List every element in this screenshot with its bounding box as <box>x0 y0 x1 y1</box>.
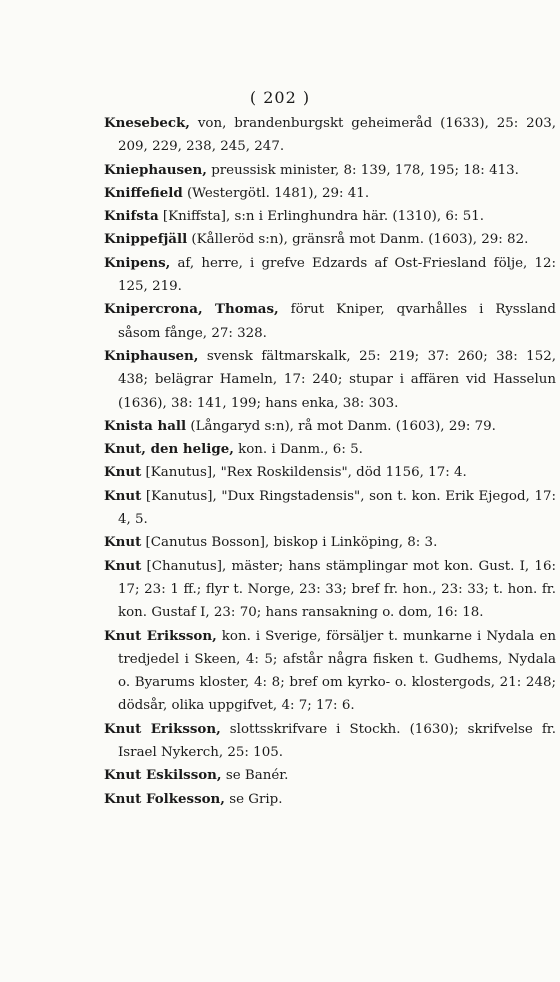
entry-text: [Kniffsta], s:n i Erlinghundra här. (1310), 6: 51. <box>158 209 485 225</box>
index-entry <box>104 415 556 438</box>
index-entry <box>104 485 556 532</box>
entry-headword: Knut Folkesson, <box>104 790 225 807</box>
entry-text: [Kanutus], "Dux Ringstadensis", son t. kon. Erik Ejegod, 17: 4, 5. <box>118 488 556 528</box>
entry-text: slottsskrifvare i Stockh. (1630); skrifvelse fr. Israel Nykerch, 25: 105. <box>118 721 556 761</box>
index-entry <box>104 625 556 718</box>
entry-text: af, herre, i grefve Edzards af Ost-Friesland följe, 12: 125, 219. <box>118 255 556 295</box>
entry-text: svensk fältmarskalk, 25: 219; 37: 260; 38: 152, 438; belägrar Hameln, 17: 240; stupar i affären vid Hasselun (1636), 38: 141, 199; hans enka, 38: 303. <box>118 348 556 411</box>
entry-headword: Knut Eskilsson, <box>104 767 222 784</box>
index-entry <box>104 159 556 182</box>
entry-headword: Knut <box>104 487 142 504</box>
index-entry <box>104 555 556 625</box>
entry-headword: Kniffefield <box>104 184 183 201</box>
index-entry <box>104 788 556 811</box>
entry-headword: Knut Eriksson, <box>104 627 217 644</box>
index-entry <box>104 228 556 251</box>
entry-text: von, brandenburgskt geheimeråd (1633), 25: 203, 209, 229, 238, 245, 247. <box>118 116 556 155</box>
index-entries <box>104 112 556 811</box>
index-entry <box>104 345 556 415</box>
entry-headword: Kniphausen, <box>104 347 199 364</box>
entry-text: förut Kniper, qvarhålles i Ryssland såsom fånge, 27: 328. <box>118 302 556 341</box>
entry-text: [Kanutus], "Rex Roskildensis", död 1156, 17: 4. <box>141 465 467 481</box>
entry-headword: Knesebeck, <box>104 115 190 131</box>
index-entry <box>104 461 556 484</box>
entry-headword: Knut <box>104 534 142 551</box>
entry-headword: Knipercrona, Thomas, <box>104 301 279 318</box>
entry-text: kon. i Sverige, försäljer t. munkarne i Nydala en tredjedel i Skeen, 4: 5; afstår några fisken t. Gudhems, Nydala o. Byarums kloster, 4: 8; bref om kyrko- o. klostergods, 21: 248; dödsår, olika uppgifvet, 4: 7; 17: 6. <box>118 628 556 714</box>
entry-headword: Knut, den helige, <box>104 441 234 458</box>
index-entry <box>104 718 556 765</box>
entry-headword: Knipens, <box>104 254 171 271</box>
entry-headword: Knista hall <box>104 417 187 434</box>
entry-text: (Långaryd s:n), rå mot Danm. (1603), 29: 79. <box>186 418 496 434</box>
entry-text: [Canutus Bosson], biskop i Linköping, 8: 3. <box>141 535 438 551</box>
index-entry <box>104 112 556 159</box>
index-entry <box>104 205 556 228</box>
entry-text: preussisk minister, 8: 139, 178, 195; 18: 413. <box>206 162 519 178</box>
entry-text: (Kålleröd s:n), gränsrå mot Danm. (1603), 29: 82. <box>187 232 529 248</box>
entry-headword: Kniephausen, <box>104 161 207 178</box>
entry-text: (Westergötl. 1481), 29: 41. <box>182 185 370 201</box>
page-number: ( 202 ) <box>249 88 311 107</box>
index-entry <box>104 764 556 787</box>
index-entry <box>104 438 556 461</box>
index-entry <box>104 182 556 205</box>
index-entry <box>104 252 556 299</box>
entry-headword: Knippefjäll <box>104 231 188 248</box>
entry-headword: Knut <box>104 464 142 481</box>
index-entry <box>104 298 556 345</box>
entry-headword: Knut Eriksson, <box>104 720 221 737</box>
index-entry <box>104 531 556 554</box>
entry-headword: Knifsta <box>104 208 159 225</box>
entry-text: se Banér. <box>221 768 289 784</box>
entry-text: kon. i Danm., 6: 5. <box>233 442 363 458</box>
entry-headword: Knut <box>104 557 142 574</box>
entry-text: se Grip. <box>224 791 283 807</box>
entry-text: [Chanutus], mäster; hans stämplingar mot kon. Gust. I, 16: 17; 23: 1 ff.; flyr t. Norge, 23: 33; bref fr. hon., 23: 33; t. hon. fr. kon. Gustaf I, 23: 70; hans ransakning o. dom, 16: 18. <box>118 558 556 621</box>
